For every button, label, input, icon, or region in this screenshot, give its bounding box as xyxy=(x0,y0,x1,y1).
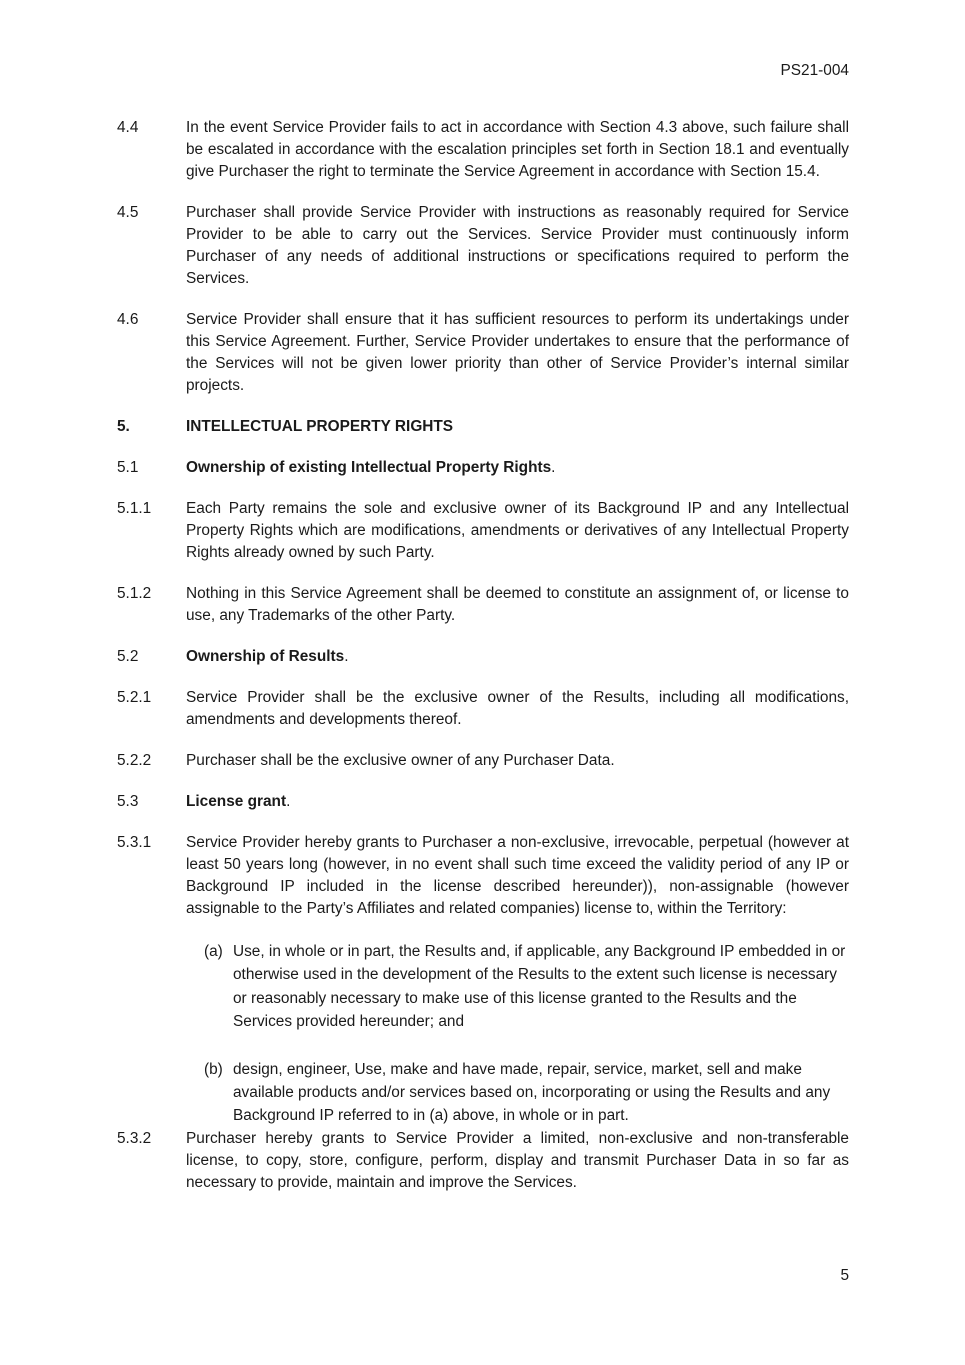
section-number: 5. xyxy=(117,418,130,435)
document-reference: PS21-004 xyxy=(780,62,849,79)
clause-number: 4.5 xyxy=(117,204,139,221)
clause-text: Purchaser shall provide Service Provider with instructions as reasonably required for Service Provider to be able to carry out the Services. Service Provider must continuously inform Purchaser of any needs of additional instructions or specifications required to perform the Services. xyxy=(186,204,849,287)
clause-heading xyxy=(186,646,849,668)
clause-text: In the event Service Provider fails to act in accordance with Section 4.3 above, such failure shall be escalated in accordance with the escalation principles set forth in Section 18.1 and eventually give Purchaser the right to terminate the Service Agreement in accordance with Section 15.4. xyxy=(186,119,849,180)
clause-number: 5.1.2 xyxy=(117,585,152,602)
clause-heading xyxy=(186,791,849,813)
clause-5-3-2 xyxy=(117,1128,849,1194)
clause-number: 5.2 xyxy=(117,648,139,665)
sub-item-a xyxy=(204,940,849,1034)
section-5-heading xyxy=(117,416,849,438)
sub-item-b xyxy=(204,1058,849,1128)
sub-item-text: design, engineer, Use, make and have made, repair, service, market, sell and make available products and/or services based on, incorporating or using the Results and any Background IP referred to in (a) above, in whole or in part. xyxy=(233,1060,831,1125)
clause-number: 4.4 xyxy=(117,119,139,136)
section-title: INTELLECTUAL PROPERTY RIGHTS xyxy=(186,418,454,435)
clause-title: License grant xyxy=(186,793,287,810)
clause-title-period: . xyxy=(344,648,349,665)
clause-number: 5.3.2 xyxy=(117,1129,152,1147)
clause-title: Ownership of existing Intellectual Property Rights xyxy=(186,459,552,476)
clause-4-4 xyxy=(117,117,849,183)
page-number: 5 xyxy=(840,1267,849,1284)
clause-text: Nothing in this Service Agreement shall be deemed to constitute an assignment of, or license to use, any Trademarks of the other Party. xyxy=(186,585,849,624)
clause-title-period: . xyxy=(551,459,556,476)
clause-number: 5.3 xyxy=(117,793,139,810)
sub-item-letter: (a) xyxy=(204,943,223,960)
sub-item-letter: (b) xyxy=(204,1060,223,1078)
clause-title: Ownership of Results xyxy=(186,648,345,665)
sub-item-text: Use, in whole or in part, the Results and, if applicable, any Background IP embedded in or otherwise used in the development of the Results to the extent such license is necessary or reasonably necessary to make use of this license granted to the Results and the Services provided hereunder; and xyxy=(233,943,846,1031)
clause-number: 5.2.2 xyxy=(117,752,152,769)
clause-text: Purchaser hereby grants to Service Provider a limited, non-exclusive and non-transferable license, to copy, store, configure, perform, display and transmit Purchaser Data in so far as necessary to provide, maintain and improve the Services. xyxy=(186,1129,849,1191)
clause-heading xyxy=(186,457,849,479)
clause-5-3-1 xyxy=(117,832,849,920)
clause-4-6 xyxy=(117,309,849,397)
clause-number: 5.3.1 xyxy=(117,834,152,851)
clause-5-1-1 xyxy=(117,498,849,564)
clause-5-1-2 xyxy=(117,583,849,627)
clause-5-3-heading xyxy=(117,791,849,813)
clause-title-period: . xyxy=(286,793,291,810)
clause-5-2-heading xyxy=(117,646,849,668)
clause-text: Service Provider hereby grants to Purchaser a non-exclusive, irrevocable, perpetual (however at least 50 years long (however, in no event shall such time exceed the validity period of any IP or Background IP included in the license described hereunder)), non-assignable (however assignable to the Party’s Affiliates and related companies) license to, within the Territory: xyxy=(186,834,849,917)
clause-5-2-1 xyxy=(117,687,849,731)
clause-5-1-heading xyxy=(117,457,849,479)
clause-text: Service Provider shall be the exclusive owner of the Results, including all modifications, amendments and developments thereof. xyxy=(186,689,849,728)
document-body xyxy=(117,117,849,1194)
clause-text: Purchaser shall be the exclusive owner of any Purchaser Data. xyxy=(186,752,615,769)
clause-number: 4.6 xyxy=(117,311,139,328)
clause-5-2-2 xyxy=(117,750,849,772)
clause-4-5 xyxy=(117,202,849,290)
clause-text: Each Party remains the sole and exclusive owner of its Background IP and any Intellectual Property Rights which are modifications, amendments or derivatives of any Intellectual Property Rights already owned by such Party. xyxy=(186,500,849,561)
clause-number: 5.1.1 xyxy=(117,500,152,517)
clause-number: 5.2.1 xyxy=(117,689,152,706)
clause-number: 5.1 xyxy=(117,459,139,476)
clause-text: Service Provider shall ensure that it has sufficient resources to perform its undertakings under this Service Agreement. Further, Service Provider undertakes to ensure that the performance of the Services will not be given lower priority than other of Service Provider’s internal similar projects. xyxy=(186,311,849,394)
